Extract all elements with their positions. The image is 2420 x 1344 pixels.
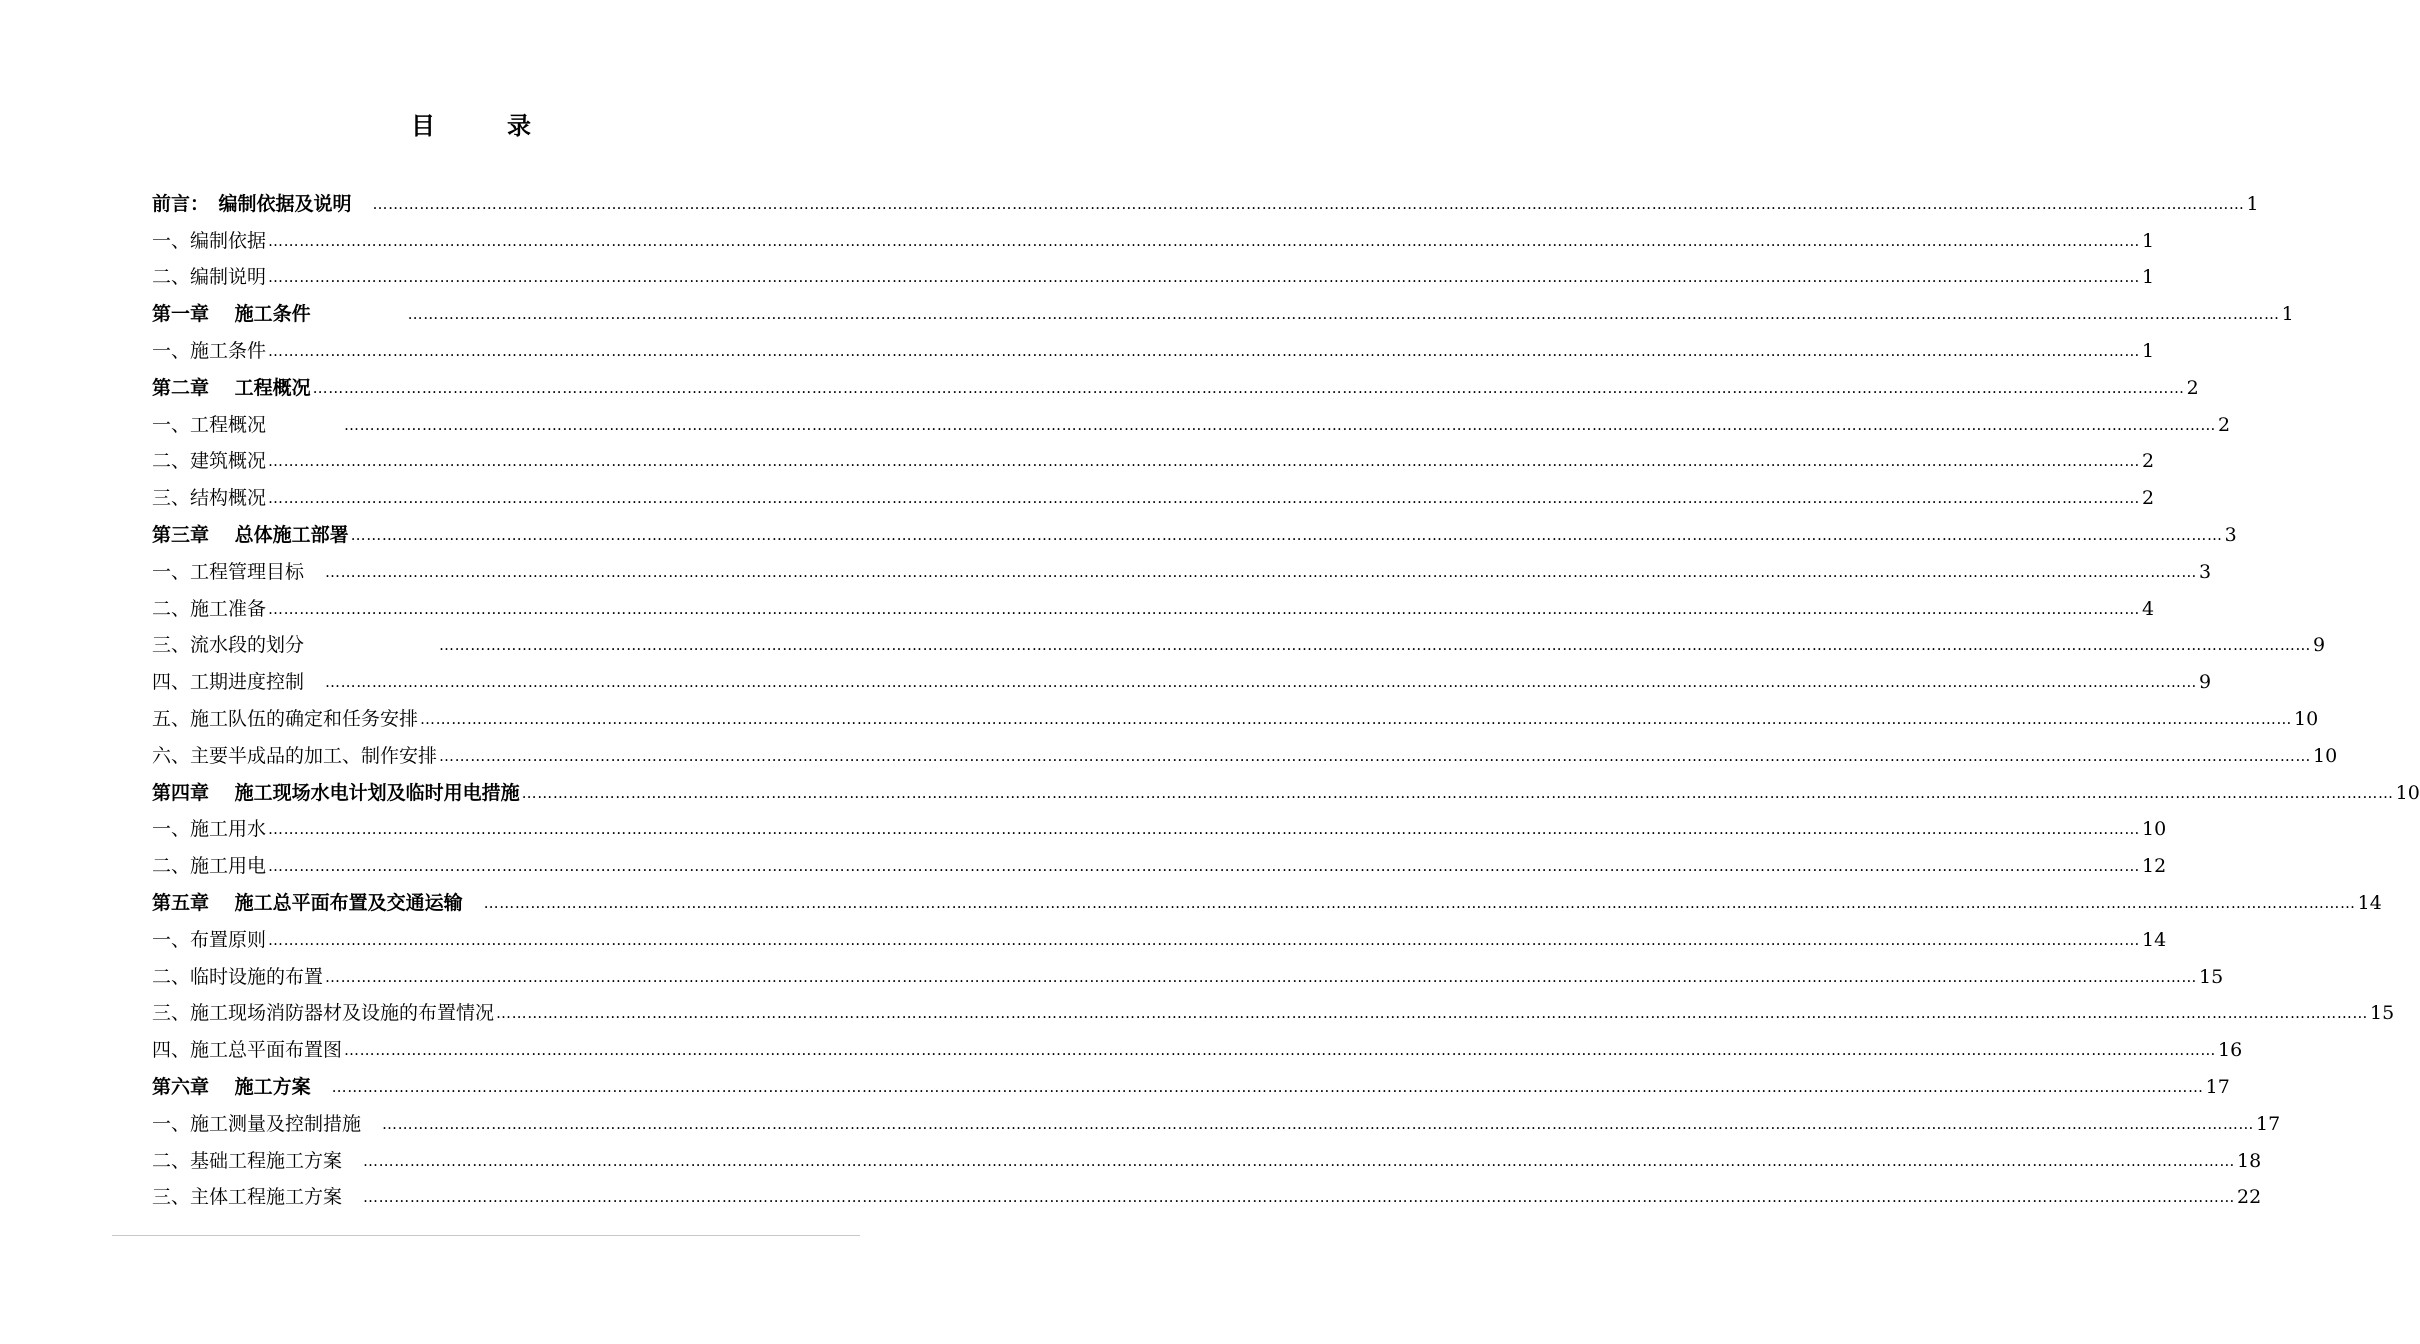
toc-dot-leader: ………………………………………………………………………………………………………………………………………………………………………………………………………………………………………………………………………………………………………………………………: [521, 783, 2394, 802]
toc-page-number: 2: [2142, 487, 2155, 510]
toc-page-number: 9: [2313, 634, 2326, 657]
toc-dot-leader: ………………………………………………………………………………………………………………………………………………………………………………………………………………………………………………………………………………………………………………………………: [268, 452, 2141, 471]
toc-dot-leader: ………………………………………………………………………………………………………………………………………………………………………………………………………………………………………………………………………………………………………………………………: [382, 1114, 2255, 1133]
toc-section-entry[interactable]: [152, 917, 2167, 954]
toc-page-number: 10: [2313, 744, 2338, 767]
toc-section-entry[interactable]: [152, 549, 2212, 586]
toc-page-number: 1: [2142, 229, 2155, 252]
toc-page-number: 22: [2237, 1186, 2262, 1209]
toc-dot-leader: ………………………………………………………………………………………………………………………………………………………………………………………………………………………………………………………………………………………………………………………………: [268, 489, 2141, 508]
toc-entry-label: 二、临时设施的布置: [152, 965, 324, 988]
toc-entry-label: 第三章 总体施工部署: [152, 523, 349, 546]
toc-section-entry[interactable]: [152, 475, 2155, 512]
toc-page-number: 2: [2142, 450, 2155, 473]
toc-chapter-entry[interactable]: [152, 1064, 2230, 1101]
toc-dot-leader: ………………………………………………………………………………………………………………………………………………………………………………………………………………………………………………………………………………………………………………………………: [325, 562, 2198, 581]
toc-entry-label: 一、施工测量及控制措施: [152, 1112, 381, 1135]
toc-dot-leader: ………………………………………………………………………………………………………………………………………………………………………………………………………………………………………………………………………………………………………………………………: [363, 1188, 2236, 1207]
toc-entry-label: 一、编制依据: [152, 229, 267, 252]
toc-entry-label: 二、基础工程施工方案: [152, 1149, 362, 1172]
toc-entry-label: 三、施工现场消防器材及设施的布置情况: [152, 1002, 495, 1025]
toc-chapter-entry[interactable]: [152, 880, 2382, 917]
toc-section-entry[interactable]: [152, 696, 2319, 733]
toc-entry-label: 一、工程管理目标: [152, 560, 324, 583]
toc-dot-leader: ………………………………………………………………………………………………………………………………………………………………………………………………………………………………………………………………………………………………………………………………: [325, 967, 2198, 986]
toc-section-entry[interactable]: [152, 255, 2155, 292]
toc-page-number: 4: [2142, 597, 2155, 620]
toc-dot-leader: ………………………………………………………………………………………………………………………………………………………………………………………………………………………………………………………………………………………………………………………………: [344, 1041, 2217, 1060]
toc-dot-leader: ………………………………………………………………………………………………………………………………………………………………………………………………………………………………………………………………………………………………………………………………: [407, 305, 2280, 324]
toc-page-number: 17: [2256, 1112, 2281, 1135]
toc-entry-label: 六、主要半成品的加工、制作安排: [152, 744, 438, 767]
footer-divider: [112, 1235, 860, 1236]
toc-dot-leader: ………………………………………………………………………………………………………………………………………………………………………………………………………………………………………………………………………………………………………………………………: [268, 599, 2141, 618]
toc-page-number: 15: [2199, 965, 2224, 988]
toc-section-entry[interactable]: [152, 328, 2155, 365]
toc-section-entry[interactable]: [152, 1175, 2262, 1212]
toc-section-entry[interactable]: [152, 586, 2155, 623]
toc-entry-label: 前言： 编制依据及说明: [152, 192, 371, 215]
toc-chapter-entry[interactable]: [152, 365, 2199, 402]
toc-dot-leader: ………………………………………………………………………………………………………………………………………………………………………………………………………………………………………………………………………………………………………………………………: [439, 746, 2312, 765]
toc-entry-label: 二、施工准备: [152, 597, 267, 620]
toc-section-entry[interactable]: [152, 991, 2395, 1028]
toc-entry-label: 一、施工用水: [152, 818, 267, 841]
toc-dot-leader: ………………………………………………………………………………………………………………………………………………………………………………………………………………………………………………………………………………………………………………………………: [268, 930, 2141, 949]
toc-page-number: 1: [2246, 192, 2259, 215]
toc-entry-label: 第一章 施工条件: [152, 303, 406, 326]
toc-page-number: 2: [2186, 376, 2199, 399]
toc-chapter-entry[interactable]: [152, 770, 2420, 807]
toc-dot-leader: ………………………………………………………………………………………………………………………………………………………………………………………………………………………………………………………………………………………………………………………………: [268, 268, 2141, 287]
toc-page-number: 3: [2199, 560, 2212, 583]
toc-entry-label: 第四章 施工现场水电计划及临时用电措施: [152, 781, 520, 804]
toc-section-entry[interactable]: [152, 1138, 2262, 1175]
toc-dot-leader: ………………………………………………………………………………………………………………………………………………………………………………………………………………………………………………………………………………………………………………………………: [483, 893, 2356, 912]
table-of-contents: [152, 181, 2420, 1211]
toc-dot-leader: ………………………………………………………………………………………………………………………………………………………………………………………………………………………………………………………………………………………………………………………………: [325, 673, 2198, 692]
toc-section-entry[interactable]: [152, 954, 2224, 991]
toc-page-number: 14: [2357, 891, 2382, 914]
toc-dot-leader: ………………………………………………………………………………………………………………………………………………………………………………………………………………………………………………………………………………………………………………………………: [363, 1151, 2236, 1170]
toc-chapter-entry[interactable]: [152, 512, 2237, 549]
toc-dot-leader: ………………………………………………………………………………………………………………………………………………………………………………………………………………………………………………………………………………………………………………………………: [268, 857, 2141, 876]
toc-section-entry[interactable]: [152, 439, 2155, 476]
toc-page-number: 16: [2218, 1039, 2243, 1062]
toc-page-number: 2: [2218, 413, 2231, 436]
toc-page-number: 10: [2142, 818, 2167, 841]
toc-page-number: 10: [2294, 707, 2319, 730]
toc-entry-label: 第二章 工程概况: [152, 376, 311, 399]
toc-title: 目 录: [411, 111, 555, 140]
toc-dot-leader: ………………………………………………………………………………………………………………………………………………………………………………………………………………………………………………………………………………………………………………………………: [331, 1077, 2204, 1096]
toc-entry-label: 一、施工条件: [152, 339, 267, 362]
toc-entry-label: 五、施工队伍的确定和任务安排: [152, 707, 419, 730]
toc-dot-leader: ………………………………………………………………………………………………………………………………………………………………………………………………………………………………………………………………………………………………………………………………: [312, 378, 2185, 397]
toc-page-number: 1: [2281, 303, 2294, 326]
toc-dot-leader: ………………………………………………………………………………………………………………………………………………………………………………………………………………………………………………………………………………………………………………………………: [268, 341, 2141, 360]
toc-entry-label: 一、工程概况: [152, 413, 343, 436]
toc-section-entry[interactable]: [152, 843, 2167, 880]
toc-page-number: 10: [2395, 781, 2420, 804]
toc-section-entry[interactable]: [152, 807, 2167, 844]
toc-page-number: 14: [2142, 928, 2167, 951]
toc-chapter-entry[interactable]: [152, 181, 2259, 218]
toc-section-entry[interactable]: [152, 402, 2231, 439]
toc-section-entry[interactable]: [152, 218, 2155, 255]
toc-dot-leader: ………………………………………………………………………………………………………………………………………………………………………………………………………………………………………………………………………………………………………………………………: [439, 636, 2312, 655]
toc-entry-label: 三、流水段的划分: [152, 634, 438, 657]
toc-dot-leader: ………………………………………………………………………………………………………………………………………………………………………………………………………………………………………………………………………………………………………………………………: [420, 709, 2293, 728]
toc-entry-label: 一、布置原则: [152, 928, 267, 951]
toc-entry-label: 三、结构概况: [152, 487, 267, 510]
toc-entry-label: 第六章 施工方案: [152, 1075, 330, 1098]
toc-section-entry[interactable]: [152, 623, 2326, 660]
toc-dot-leader: ………………………………………………………………………………………………………………………………………………………………………………………………………………………………………………………………………………………………………………………………: [344, 415, 2217, 434]
toc-chapter-entry[interactable]: [152, 291, 2294, 328]
toc-dot-leader: ………………………………………………………………………………………………………………………………………………………………………………………………………………………………………………………………………………………………………………………………: [268, 231, 2141, 250]
toc-section-entry[interactable]: [152, 1101, 2281, 1138]
toc-section-entry[interactable]: [152, 733, 2338, 770]
toc-entry-label: 四、施工总平面布置图: [152, 1039, 343, 1062]
toc-page-number: 12: [2142, 855, 2167, 878]
toc-page-number: 18: [2237, 1149, 2262, 1172]
toc-section-entry[interactable]: [152, 1027, 2243, 1064]
toc-dot-leader: ………………………………………………………………………………………………………………………………………………………………………………………………………………………………………………………………………………………………………………………………: [350, 525, 2223, 544]
toc-entry-label: 二、编制说明: [152, 266, 267, 289]
toc-page-number: 1: [2142, 266, 2155, 289]
toc-entry-label: 第五章 施工总平面布置及交通运输: [152, 891, 482, 914]
toc-dot-leader: ………………………………………………………………………………………………………………………………………………………………………………………………………………………………………………………………………………………………………………………………: [496, 1004, 2369, 1023]
toc-page-number: 3: [2224, 523, 2237, 546]
toc-entry-label: 三、主体工程施工方案: [152, 1186, 362, 1209]
toc-page-number: 17: [2205, 1075, 2230, 1098]
toc-entry-label: 二、建筑概况: [152, 450, 267, 473]
toc-page-number: 1: [2142, 339, 2155, 362]
toc-section-entry[interactable]: [152, 659, 2212, 696]
toc-page-number: 9: [2199, 671, 2212, 694]
toc-entry-label: 四、工期进度控制: [152, 671, 324, 694]
toc-dot-leader: ………………………………………………………………………………………………………………………………………………………………………………………………………………………………………………………………………………………………………………………………: [268, 820, 2141, 839]
toc-entry-label: 二、施工用电: [152, 855, 267, 878]
toc-dot-leader: ………………………………………………………………………………………………………………………………………………………………………………………………………………………………………………………………………………………………………………………………: [372, 194, 2245, 213]
toc-page-number: 15: [2370, 1002, 2395, 1025]
